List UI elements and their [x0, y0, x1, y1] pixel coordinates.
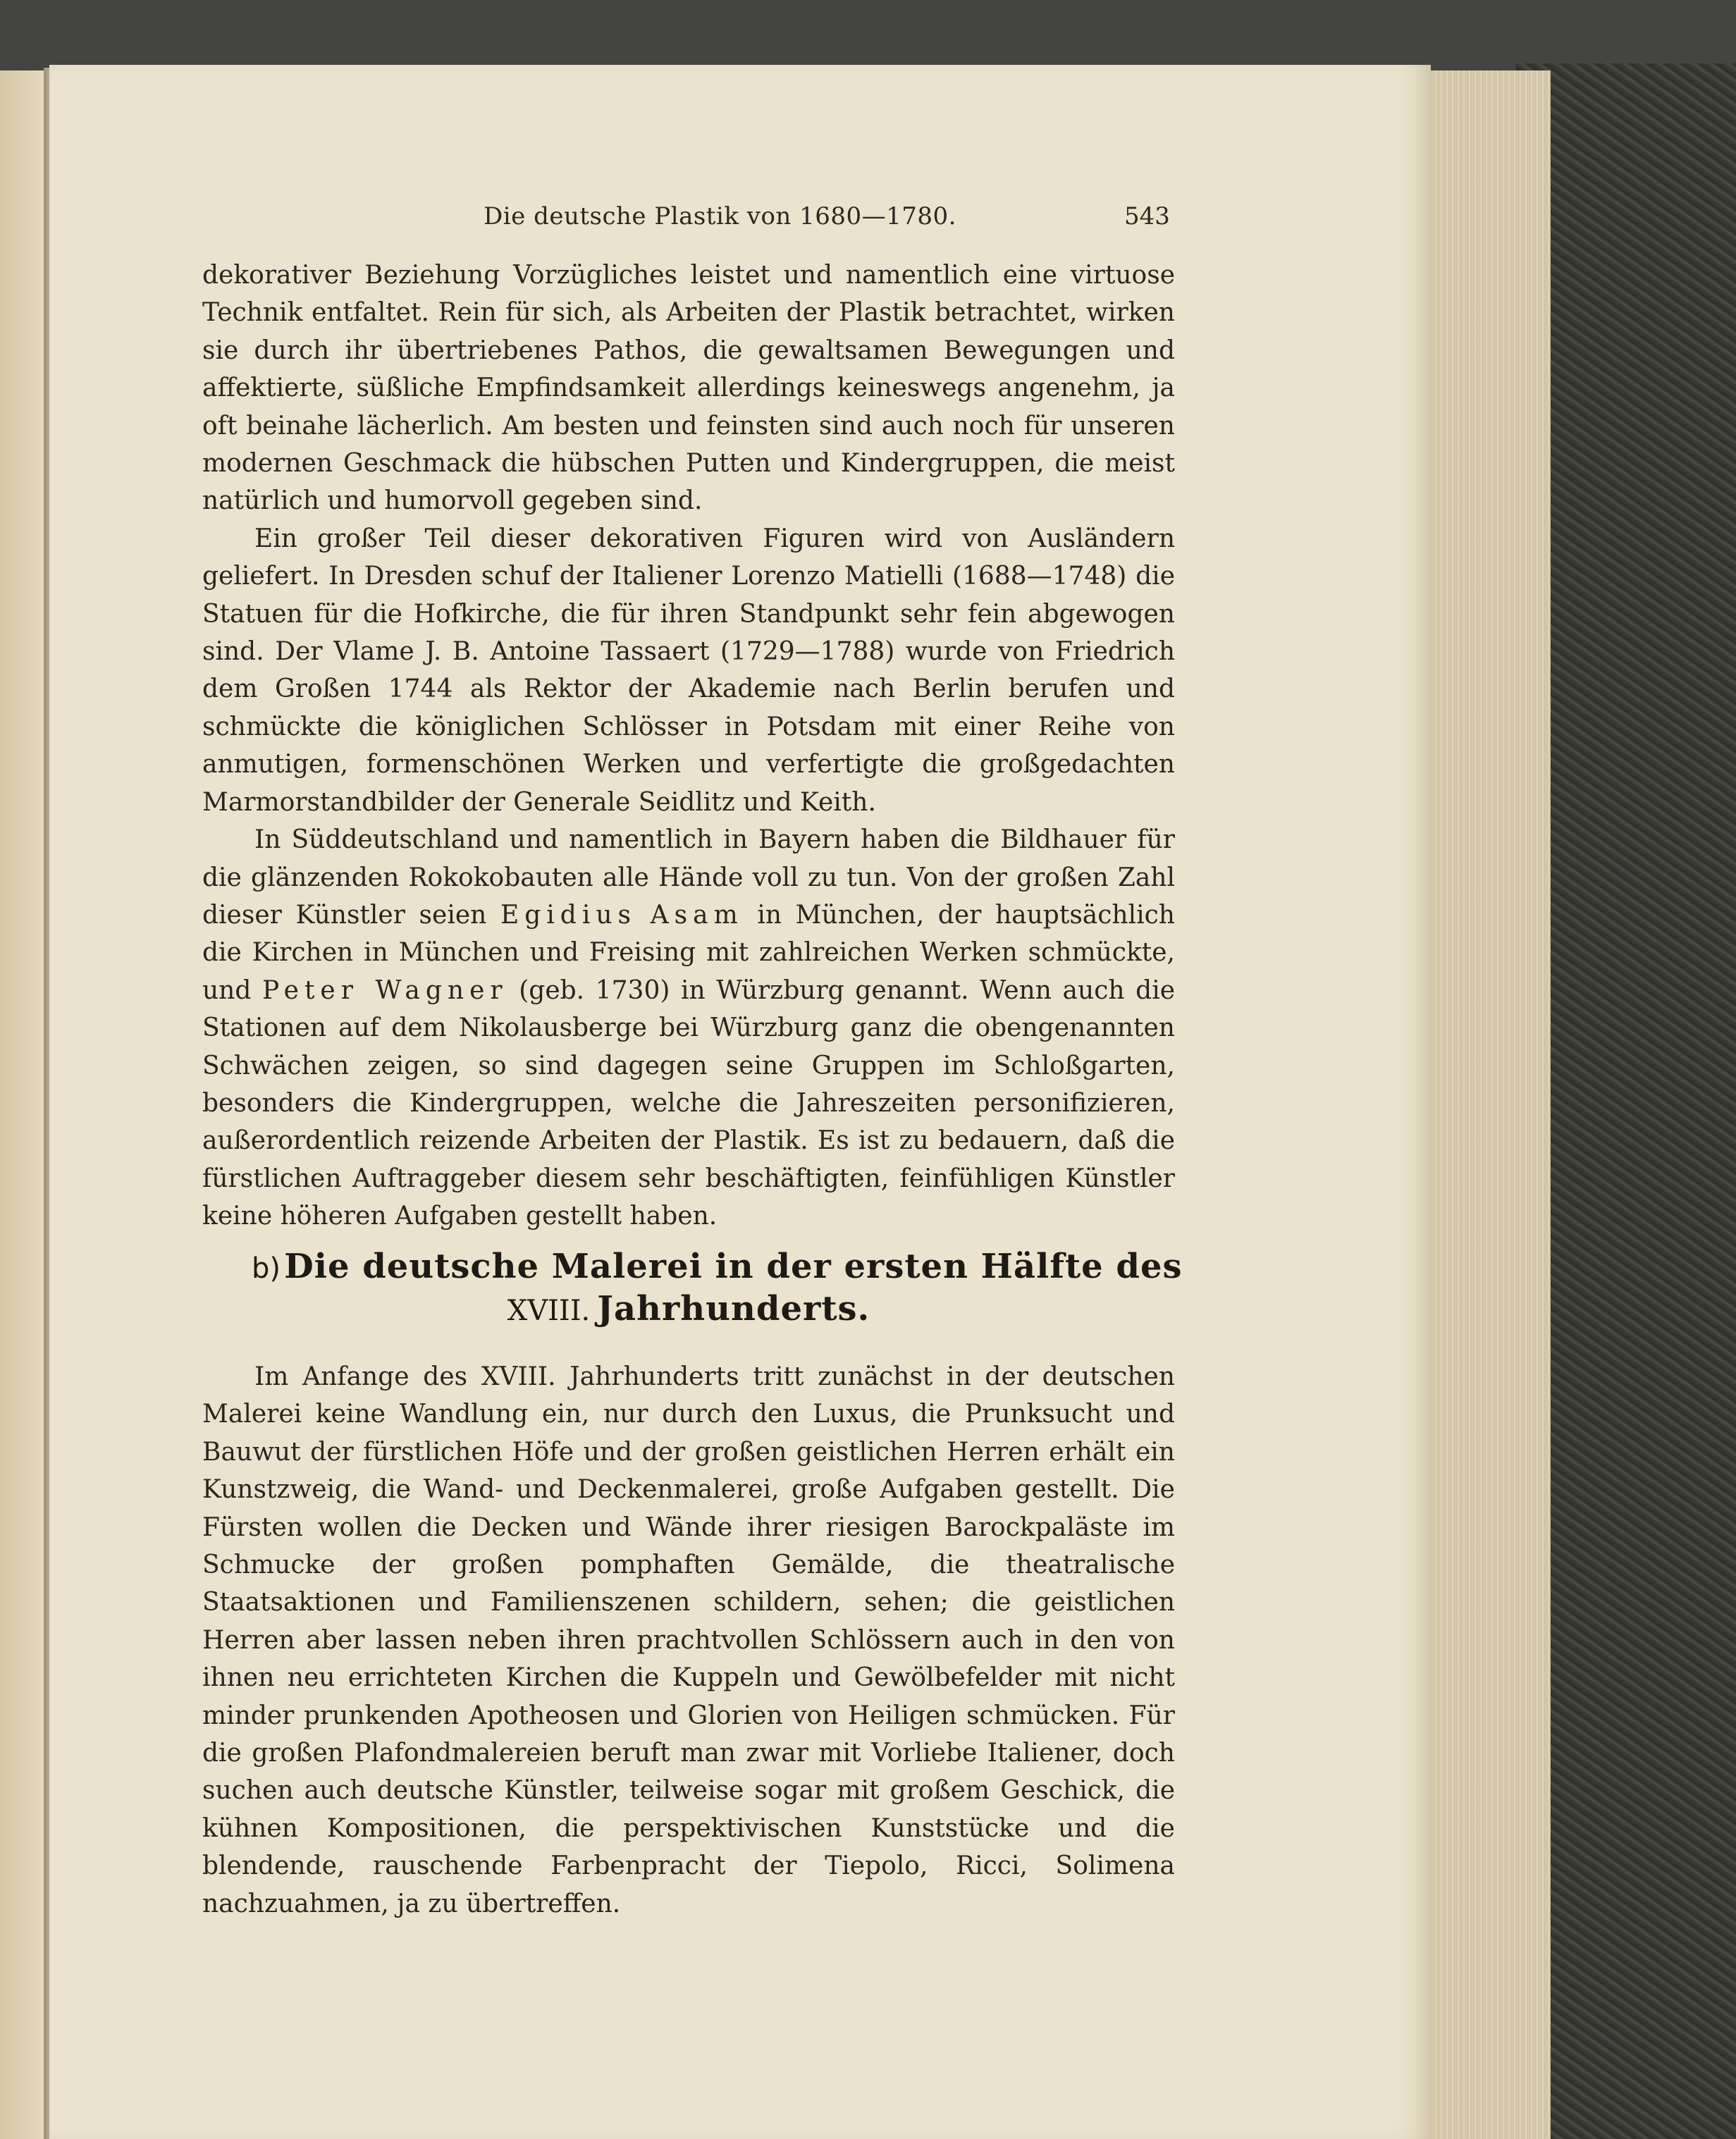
page-number: 543 [1124, 202, 1170, 230]
section-malerei-text [202, 1358, 1175, 1923]
left-page-edge [0, 70, 49, 2139]
section-plastik-text [202, 257, 1175, 1235]
heading-title-2: Jahrhunderts. [597, 1289, 870, 1329]
paragraph-3-part-a: In Süddeutschland und namentlich in Bayern haben die Bildhauer für die glänzenden Rokokobauten alle Hände voll zu tun. Von der großen Zahl dieser Künstler seien [202, 825, 1175, 930]
heading-title-1: Die deutsche Malerei in der ersten Hälfte des [284, 1247, 1183, 1286]
name-egidius: Egidius [500, 900, 637, 930]
heading-line-2 [202, 1288, 1175, 1330]
name-asam: Asam [650, 900, 744, 930]
heading-label: b) [252, 1252, 281, 1285]
name-peter-wagner: Peter Wagner [262, 975, 508, 1005]
paragraph-3-part-c: in München, der hauptsächlich die Kirchen in München und Freising mit zahlreichen Werken schmückte, und [202, 900, 1175, 1005]
section-heading [202, 1245, 1183, 1330]
paragraph-1: dekorativer Beziehung Vorzügliches leistet und namentlich eine virtuose Technik entfaltet. Rein für sich, als Arbeiten der Plastik betrachtet, wirken sie durch ihr übertriebenes Pathos, die gewaltsamen Bewegungen und affektierte, süßliche Empfindsamkeit allerdings keineswegs angenehm, ja oft beinahe lächerlich. Am besten und feinsten sind auch noch für unseren modernen Geschmack die hübschen Putten und Kindergruppen, die meist natürlich und humorvoll gegeben sind. [202, 261, 1175, 516]
page-edges [1410, 70, 1551, 2139]
paragraph-3-part-d: (geb. 1730) in Würzburg genannt. Wenn auch die Stationen auf dem Nikolausberge bei Würzburg ganz die obengenannten Schwächen zeigen, so sind dagegen seine Gruppen im Schloßgarten, besonders die Kindergruppen, welche die Jahreszeiten personifizieren, außerordentlich reizende Arbeiten der Plastik. Es ist zu bedauern, daß die fürstlichen Auftraggeber diesem sehr beschäftigten, feinfühligen Künstler keine höheren Aufgaben gestellt haben. [202, 975, 1176, 1231]
heading-line-1 [202, 1245, 1183, 1288]
paragraph-4: Im Anfange des XVIII. Jahrhunderts tritt zunächst in der deutschen Malerei keine Wandlung ein, nur durch den Luxus, die Prunksucht und Bauwut der fürstlichen Höfe und der großen geistlichen Herren erhält ein Kunstzweig, die Wand- und Deckenmalerei, große Aufgaben gestellt. Die Fürsten wollen die Decken und Wände ihrer riesigen Barockpaläste im Schmucke der großen pomphaften Gemälde, die theatralische Staatsaktionen und Familienszenen schildern, sehen; die geistlichen Herren aber lassen neben ihren prachtvollen Schlössern auch in den von ihnen neu errichteten Kirchen die Kuppeln und Gewölbefelder mit nicht minder prunkenden Apotheosen und Glorien von Heiligen schmücken. Für die großen Plafondmalereien beruft man zwar mit Vorliebe Italiener, doch suchen auch deutsche Künstler, teilweise sogar mit großem Geschick, die kühnen Kompositionen, die perspektivischen Kunststücke und die blendende, rauschende Farbenpracht der Tiepolo, Ricci, Solimena nachzuahmen, ja zu übertreffen. [202, 1362, 1175, 1918]
running-head-title: Die deutsche Plastik von 1680—1780. [484, 202, 956, 230]
heading-roman-numeral: XVIII. [507, 1295, 591, 1327]
paragraph-2: Ein großer Teil dieser dekorativen Figuren wird von Ausländern geliefert. In Dresden schuf der Italiener Lorenzo Matielli (1688—1748) die Statuen für die Hofkirche, die für ihren Standpunkt sehr fein abgewogen sind. Der Vlame J. B. Antoine Tassaert (1729—1788) wurde von Friedrich dem Großen 1744 als Rektor der Akademie nach Berlin berufen und schmückte die königlichen Schlösser in Potsdam mit einer Reihe von anmutigen, formenschönen Werken und verfertigte die großgedachten Marmorstandbilder der Generale Seidlitz und Keith. [202, 524, 1175, 817]
paragraph-3-part-b [636, 901, 651, 930]
paragraph-3 [202, 821, 1175, 1235]
